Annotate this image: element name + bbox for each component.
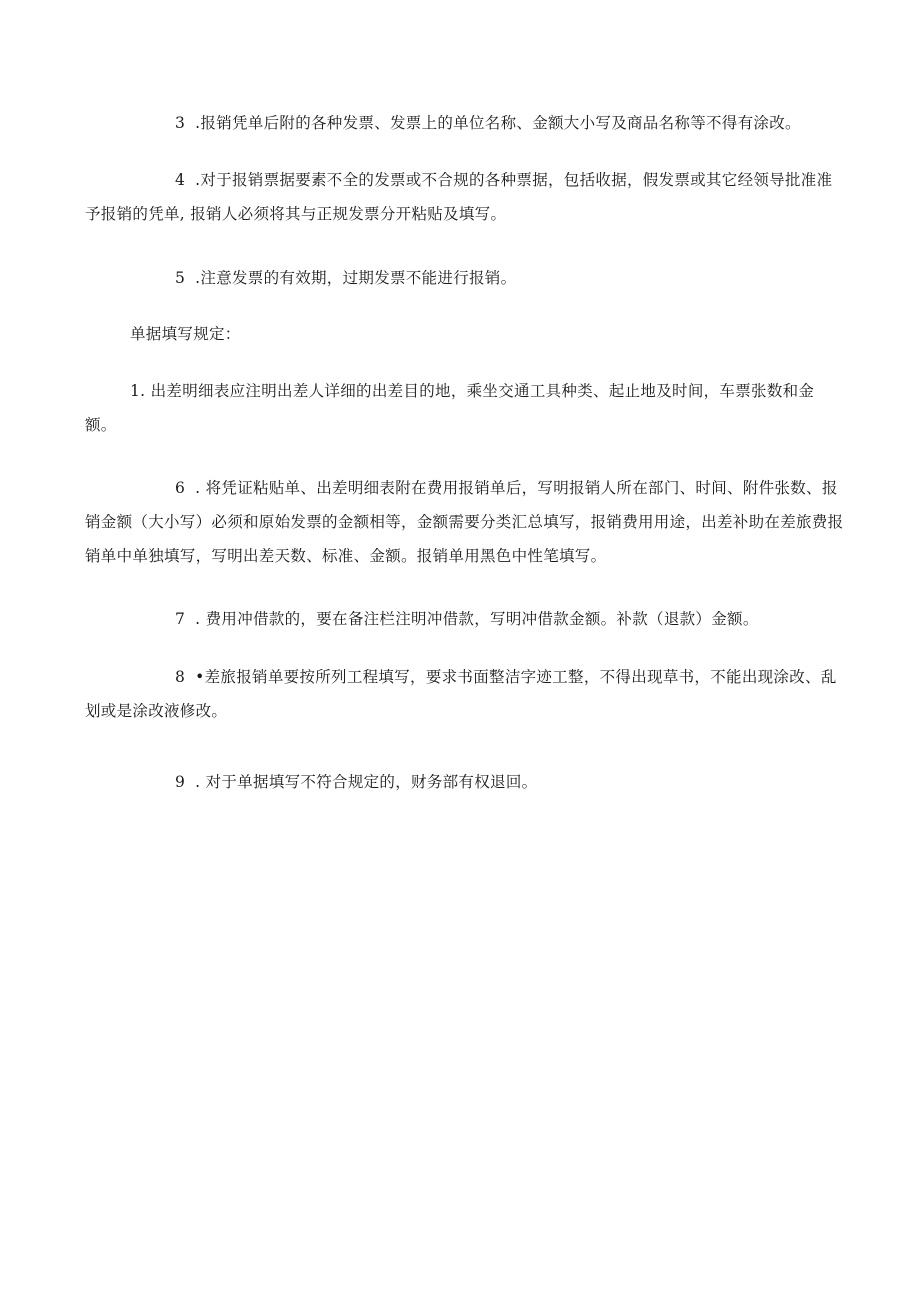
item-text: .对于报销票据要素不全的发票或不合规的各种票据，包括收据，假发票或其它经领导批准准予报销的凭单, 报销人必须将其与正规发票分开粘贴及填写。 [85,171,833,223]
item-number: 4 [175,171,186,189]
item-text: .注意发票的有效期，过期发票不能进行报销。 [195,269,517,287]
rule-item-8 [85,660,845,728]
rule-item-6 [85,471,845,573]
section-heading-text: 单据填写规定： [130,325,241,343]
item-text: •差旅报销单要按所列工程填写，要求书面整洁字迹工整，不得出现草书，不能出现涂改、乱划或是涂改液修改。 [85,668,837,720]
item-text: . 费用冲借款的，要在备注栏注明冲借款，写明冲借款金额。补款（退款）金额。 [195,610,759,628]
item-text: . 将凭证粘贴单、出差明细表附在费用报销单后，写明报销人所在部门、时间、附件张数、报销金额（大小写）必须和原始发票的金额相等，金额需要分类汇总填写，报销费用用途，出差补助在差旅费报销单中单独填写，写明出差天数、标准、金额。报销单用黑色中性笔填写。 [85,479,844,565]
rule-item-5 [85,261,845,295]
item-number: 8 [175,668,186,686]
item-number: 3 [175,114,186,132]
rule-item-1 [85,374,845,442]
item-number: 6 [175,479,186,497]
rule-item-4 [85,163,845,231]
item-text: . 对于单据填写不符合规定的，财务部有权退回。 [195,773,538,791]
item-number: 9 [175,773,186,791]
item-text: .报销凭单后附的各种发票、发票上的单位名称、金额大小写及商品名称等不得有涂改。 [195,114,801,132]
section-heading [85,317,845,351]
item-number: 5 [175,269,186,287]
rule-item-7 [85,602,845,636]
item-text: 1. 出差明细表应注明出差人详细的出差目的地，乘坐交通工具种类、起止地及时间，车票张数和金额。 [85,382,815,434]
item-number: 7 [175,610,186,628]
rule-item-3 [85,106,845,140]
rule-item-9 [85,765,845,799]
